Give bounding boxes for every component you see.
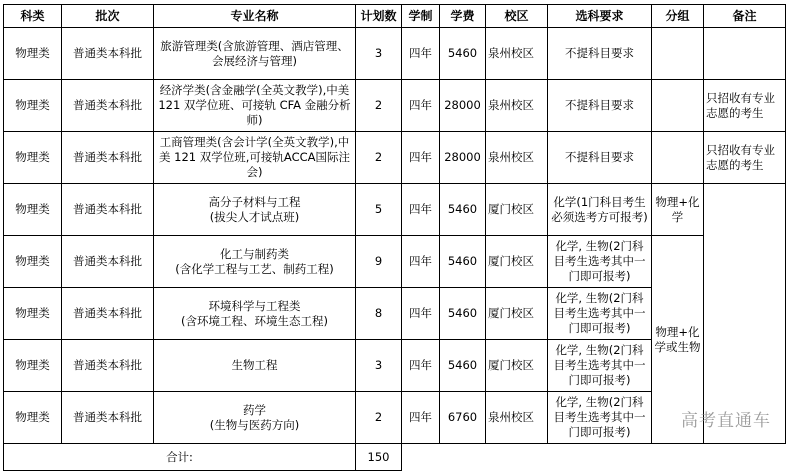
header-campus: 校区 [486,5,548,28]
table-row [4,132,786,184]
header-years: 学制 [402,5,440,28]
cell-campus: 厦门校区 [486,340,548,392]
cell-plan: 8 [356,288,402,340]
cell-category: 物理类 [4,184,62,236]
cell-plan: 2 [356,392,402,444]
cell-category: 物理类 [4,392,62,444]
cell-major: 工商管理类(含会计学(全英文教学),中美 121 双学位班,可接轨ACCA国际注会) [154,132,356,184]
header-row [4,5,786,28]
cell-years: 四年 [402,236,440,288]
cell-major: 环境科学与工程类 (含环境工程、环境生态工程) [154,288,356,340]
cell-group [652,132,704,184]
table-row [4,236,786,288]
cell-years: 四年 [402,288,440,340]
cell-note: 只招收有专业志愿的考生 [704,80,786,132]
cell-requirement: 不提科目要求 [548,28,652,80]
cell-requirement: 化学, 生物(2门科目考生选考其中一门即可报考) [548,236,652,288]
cell-group [652,80,704,132]
header-requirement: 选科要求 [548,5,652,28]
cell-fee: 5460 [440,28,486,80]
header-group: 分组 [652,5,704,28]
cell-category: 物理类 [4,28,62,80]
cell-batch: 普通类本科批 [62,340,154,392]
cell-fee: 5460 [440,340,486,392]
cell-major: 生物工程 [154,340,356,392]
header-batch: 批次 [62,5,154,28]
cell-campus: 厦门校区 [486,288,548,340]
cell-major: 化工与制药类 (含化学工程与工艺、制药工程) [154,236,356,288]
cell-requirement: 化学, 生物(2门科目考生选考其中一门即可报考) [548,340,652,392]
cell-fee: 6760 [440,392,486,444]
cell-plan: 3 [356,28,402,80]
total-value: 150 [356,444,402,471]
cell-campus: 泉州校区 [486,80,548,132]
cell-note [704,28,786,80]
cell-plan: 2 [356,132,402,184]
table-row [4,80,786,132]
cell-campus: 厦门校区 [486,184,548,236]
cell-requirement: 化学, 生物(2门科目考生选考其中一门即可报考) [548,288,652,340]
cell-group [652,28,704,80]
header-fee: 学费 [440,5,486,28]
header-note: 备注 [704,5,786,28]
cell-requirement: 不提科目要求 [548,132,652,184]
cell-major: 高分子材料与工程 (拔尖人才试点班) [154,184,356,236]
cell-years: 四年 [402,184,440,236]
cell-plan: 5 [356,184,402,236]
cell-category: 物理类 [4,132,62,184]
cell-campus: 厦门校区 [486,236,548,288]
cell-batch: 普通类本科批 [62,80,154,132]
cell-batch: 普通类本科批 [62,392,154,444]
cell-fee: 5460 [440,236,486,288]
total-blank [402,444,786,471]
header-plan: 计划数 [356,5,402,28]
cell-campus: 泉州校区 [486,392,548,444]
total-label: 合计: [4,444,356,471]
admission-plan-table [3,4,786,471]
cell-fee: 28000 [440,132,486,184]
table-row [4,28,786,80]
total-row [4,444,786,471]
cell-years: 四年 [402,132,440,184]
cell-group: 物理+化学或生物 [652,236,704,444]
cell-batch: 普通类本科批 [62,184,154,236]
cell-requirement: 化学(1门科目考生必须选考方可报考) [548,184,652,236]
cell-group: 物理+化学 [652,184,704,236]
cell-major: 旅游管理类(含旅游管理、酒店管理、会展经济与管理) [154,28,356,80]
cell-fee: 5460 [440,288,486,340]
cell-batch: 普通类本科批 [62,28,154,80]
cell-requirement: 不提科目要求 [548,80,652,132]
cell-campus: 泉州校区 [486,28,548,80]
cell-batch: 普通类本科批 [62,236,154,288]
cell-years: 四年 [402,392,440,444]
table-row [4,184,786,236]
cell-category: 物理类 [4,288,62,340]
cell-category: 物理类 [4,340,62,392]
cell-major: 药学 (生物与医药方向) [154,392,356,444]
cell-plan: 3 [356,340,402,392]
cell-requirement: 化学, 生物(2门科目考生选考其中一门即可报考) [548,392,652,444]
cell-years: 四年 [402,28,440,80]
cell-major: 经济学类(含金融学(全英文教学),中美 121 双学位班、可接轨 CFA 金融分析师) [154,80,356,132]
cell-fee: 5460 [440,184,486,236]
cell-batch: 普通类本科批 [62,132,154,184]
cell-batch: 普通类本科批 [62,288,154,340]
cell-category: 物理类 [4,236,62,288]
cell-years: 四年 [402,80,440,132]
header-category: 科类 [4,5,62,28]
cell-note [704,184,786,444]
cell-note: 只招收有专业志愿的考生 [704,132,786,184]
cell-campus: 泉州校区 [486,132,548,184]
cell-category: 物理类 [4,80,62,132]
cell-fee: 28000 [440,80,486,132]
watermark: 高考直通车 [681,411,771,431]
cell-plan: 2 [356,80,402,132]
header-major: 专业名称 [154,5,356,28]
cell-years: 四年 [402,340,440,392]
cell-plan: 9 [356,236,402,288]
